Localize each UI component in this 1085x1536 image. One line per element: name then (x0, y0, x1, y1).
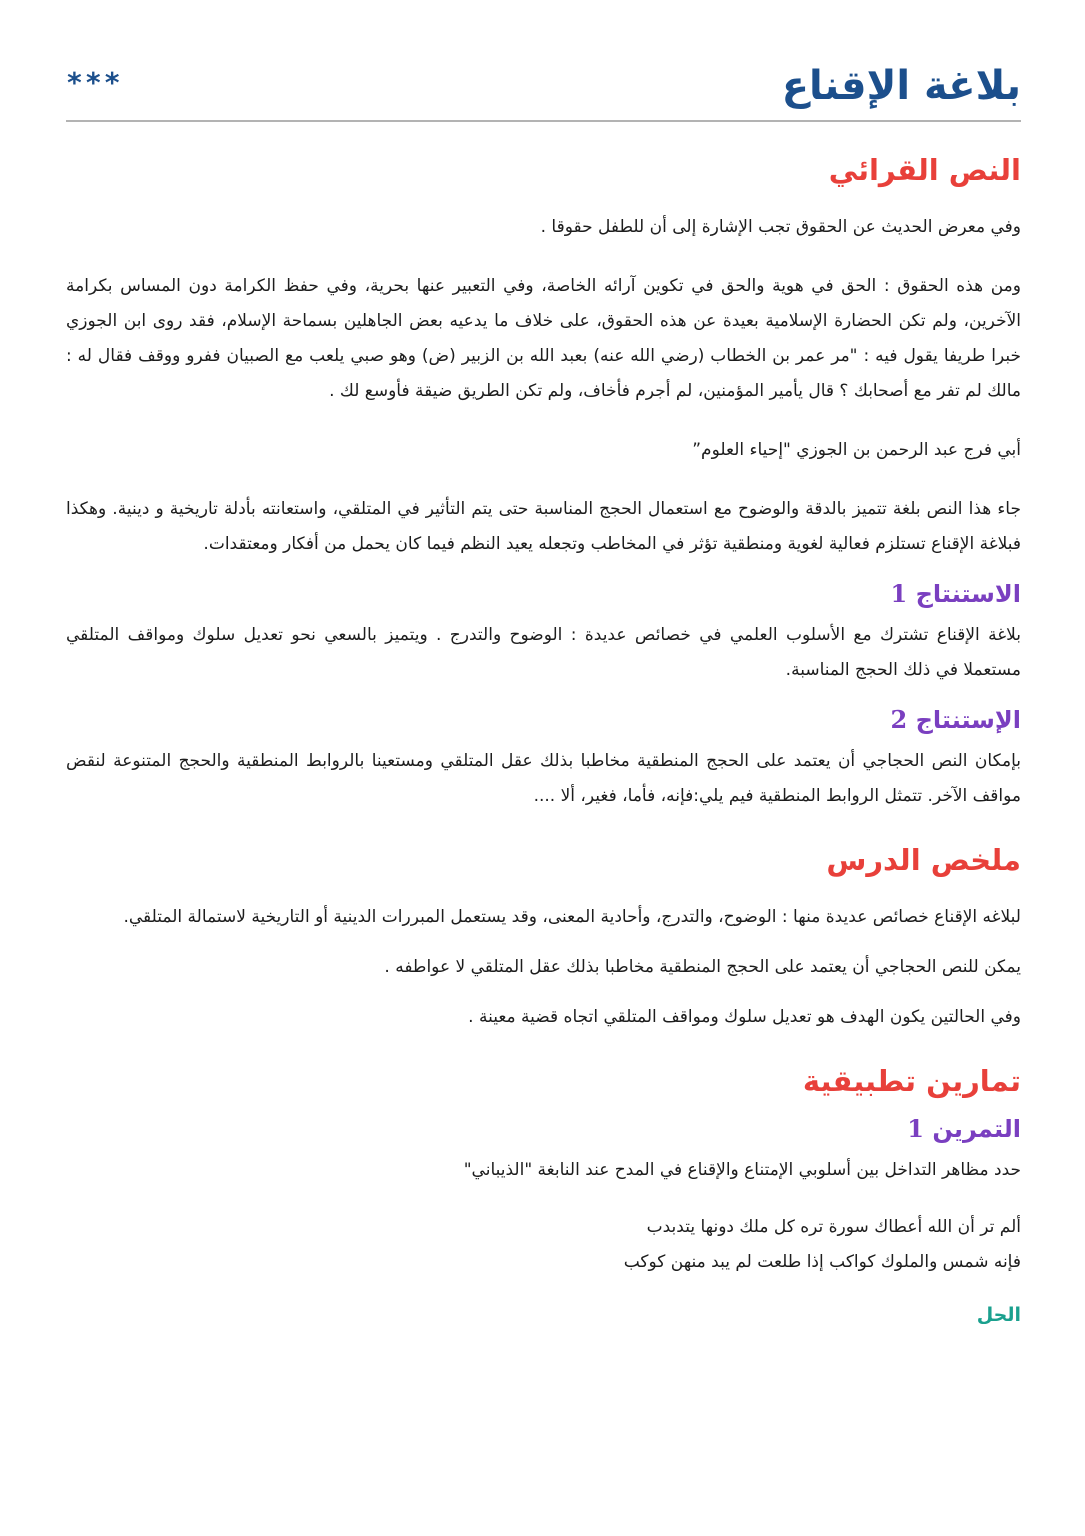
passage-paragraph: ومن هذه الحقوق : الحق في هوية والحق في تكوين آرائه الخاصة، وفي التعبير عنها بحرية، وفي حفظ الكرامة دون المساس بكرامة الآخرين، ولم تكن الحضارة الإسلامية بعيدة عن هذه الحقوق، على خلاف ما يدعيه بعض الجاهلين بسماحة الإسلام، فقد روى ابن الجوزي خبرا طريفا يقول فيه : "مر عمر بن الخطاب (رضي الله عنه) بعبد الله بن الزبير (ض) وهو صبي يلعب مع الصبيان ففرو ووقف فقال له : مالك لم تفر مع أصحابك ؟ قال يأمير المؤمنين، لم أجرم فأخاف، ولم تكن الطريق ضيقة فأوسع لك . (66, 276, 1021, 401)
poem-verses (66, 1210, 1021, 1280)
poem-verse-1: ألم تر أن الله أعطاك سورة تره كل ملك دونها يتدبدب (646, 1217, 1021, 1237)
page-header (66, 58, 1021, 122)
conclusion-1-number: 1 (890, 579, 908, 608)
solution-label: الحل (976, 1304, 1021, 1326)
section-heading-summary: ملخص الدرس (826, 843, 1021, 877)
passage-source: أبي فرج عبد الرحمن بن الجوزي "إحياء العلوم” (692, 440, 1021, 460)
lesson-content (66, 140, 1021, 1332)
exercise-1-prompt: حدد مظاهر التداخل بين أسلوبي الإمتناع والإقناع في المدح عند النابغة "الذيباني" (463, 1160, 1021, 1180)
exercise-1-heading (66, 1111, 1021, 1147)
analysis-paragraph: جاء هذا النص بلغة تتميز بالدقة والوضوح مع استعمال الحجج المناسبة حتى يتم التأثير في المتلقي، واستعانته بأدلة تاريخية و دينية. وهكذا فبلاغة الإقناع تستلزم فعالية لغوية ومنطقية تؤثر في المخاطب وتجعله يعيد النظم فيما كان يحمل من أفكار ومعتقدات. (66, 499, 1021, 554)
decorative-stars: *** (66, 66, 123, 99)
page (66, 0, 1021, 1536)
conclusion-2-heading (66, 702, 1021, 738)
section-heading-reading-text: النص القرائي (828, 153, 1021, 187)
exercise-1-number: 1 (907, 1114, 924, 1143)
conclusion-1-label: الاستنتاج (915, 580, 1021, 608)
conclusion-1-text: بلاغة الإقناع تشترك مع الأسلوب العلمي في خصائص عديدة : الوضوح والتدرج . ويتميز بالسعي نحو تعديل سلوك ومواقف المتلقي مستعملا في ذلك الحجج المناسبة. (66, 625, 1021, 680)
conclusion-2-label: الإستنتاج (915, 706, 1021, 734)
conclusion-2-number: 2 (890, 705, 908, 734)
summary-paragraph-1: لبلاغه الإقناع خصائص عديدة منها : الوضوح، والتدرج، وأحادية المعنى، وقد يستعمل المبررات الدينية أو التاريخية لاستمالة المتلقي. (123, 907, 1021, 927)
section-heading-exercises: تمارين تطبيقية (802, 1064, 1021, 1098)
page-title: بلاغة الإقناع (781, 63, 1021, 109)
exercise-1-label: التمرين (932, 1115, 1021, 1143)
summary-paragraph-3: وفي الحالتين يكون الهدف هو تعديل سلوك ومواقف المتلقي اتجاه قضية معينة . (468, 1007, 1021, 1027)
summary-paragraph-2: يمكن للنص الحجاجي أن يعتمد على الحجج المنطقية مخاطبا بذلك عقل المتلقي لا عواطفه . (384, 957, 1021, 977)
poem-verse-2: فإنه شمس والملوك كواكب إذا طلعت لم يبد منهن كوكب (623, 1252, 1021, 1272)
conclusion-2-text: بإمكان النص الحجاجي أن يعتمد على الحجج المنطقية مخاطبا بذلك عقل المتلقي ومستعينا بالروابط المنطقية والحجج المتنوعة لنقض مواقف الآخر. تتمثل الروابط المنطقية فيم يلي:فإنه، فأما، فغير، ألا .... (66, 751, 1021, 806)
intro-paragraph: وفي معرض الحديث عن الحقوق تجب الإشارة إلى أن للطفل حقوقا . (540, 217, 1021, 237)
conclusion-1-heading (66, 576, 1021, 612)
